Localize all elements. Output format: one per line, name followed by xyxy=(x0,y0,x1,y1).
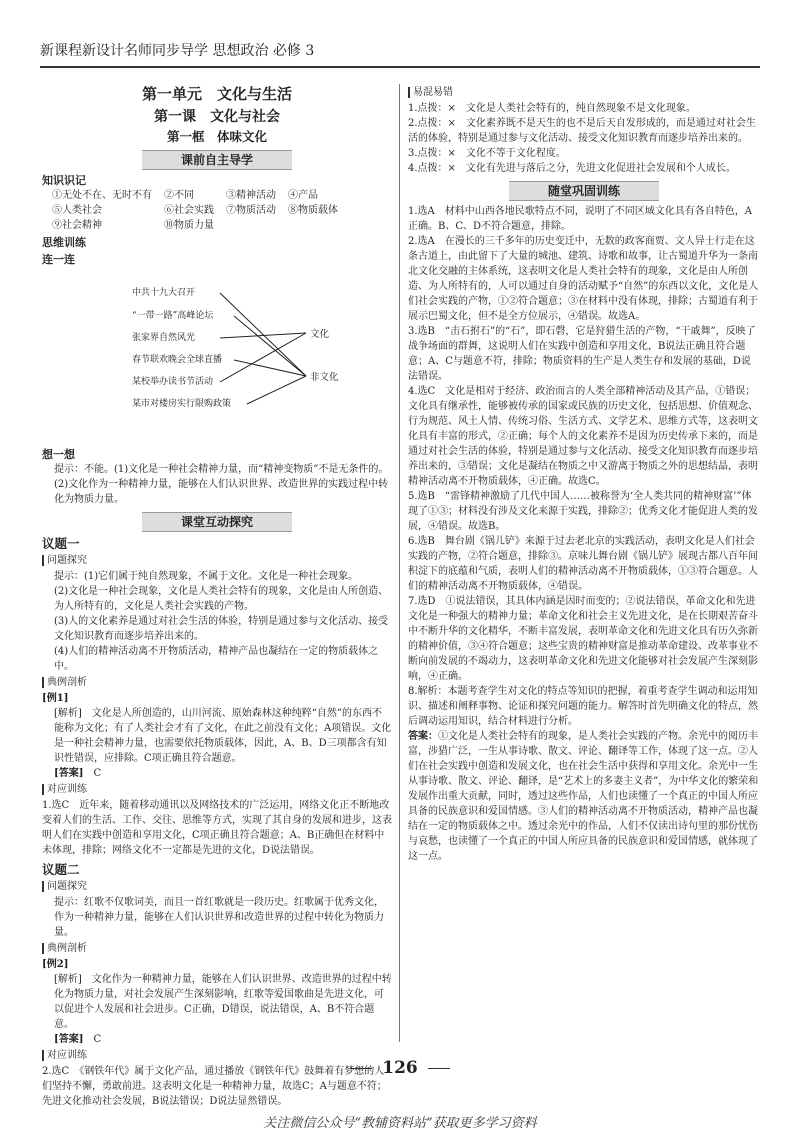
lesson-title: 第一课 文化与社会 xyxy=(154,109,280,125)
confusion-tag xyxy=(408,86,760,100)
answer-value: C xyxy=(93,1034,102,1045)
explore-text: (3)人的文化素养是通过对社会生活的体验，特别是通过参与文化活动、接受文化知识教育而逐步培养出来的。 xyxy=(54,616,389,642)
knowledge-item: ⑨社会精神 xyxy=(52,220,102,231)
matching-item: 张家界自然风光 xyxy=(132,333,196,343)
example-analysis: [解析] 文化作为一种精神力量，能够在人们认识世界、改造世界的过程中转化为物质力量，对社会发展产生深刻影响，红歌等爱国歌曲是先进文化，可以促进个人发展和社会进步。C正确，D错误，说法错误，A、B不符合题意。 xyxy=(54,974,392,1030)
tag-label: 对应训练 xyxy=(42,1050,87,1061)
example-answer xyxy=(42,766,392,781)
example-title: [例2] xyxy=(42,959,69,970)
explore-text: 提示：(1)它们属于纯自然现象，不属于文化。文化是一种社会现象。 xyxy=(54,571,359,582)
match-line xyxy=(247,376,306,404)
practice-text: 2.选C 《钢铁年代》属于文化产品，通过播放《钢铁年代》鼓舞着有梦想的人们坚持不懈，勇敢前进。这表明文化是一种精神力量，故选C；A与题意不符；先进文化推动社会发展，B说法错误；D说法显然错误。 xyxy=(42,1066,387,1107)
explore-text: 提示：红歌不仅歌词美，而且一首红歌就是一段历史。红歌属于优秀文化，作为一种精神力量，能够在人们认识世界和改造世界的过程中转化为物质力量。 xyxy=(54,897,384,938)
topic-two-heading: 议题二 xyxy=(42,862,80,877)
final-answer xyxy=(408,729,760,864)
knowledge-item: ⑤人类社会 xyxy=(52,205,102,216)
confusion-item: 3.点拨：× 文化不等于文化程度。 xyxy=(408,148,566,159)
page-header xyxy=(40,40,760,68)
example-analysis-tag xyxy=(42,676,392,690)
think-heading: 想一想 xyxy=(42,448,75,461)
tag-label: 典例剖析 xyxy=(42,943,87,954)
dash-right xyxy=(428,1068,450,1069)
example-analysis-tag xyxy=(42,942,392,956)
page-number: 126 xyxy=(382,1058,418,1078)
example-analysis: [解析] 文化是人所创造的，山川河流、原始森林这种纯粹“自然”的东西不能称为文化；有了人类社会才有了文化，在此之前没有文化；A项错误。文化是一种社会精神力量，也需要依托物质载体，因此，A、B、D三项都含有知识性错误，应排除。C项正确且符合题意。 xyxy=(54,708,392,764)
topic-one-heading: 议题一 xyxy=(42,536,80,551)
answer-label: [答案] xyxy=(54,768,84,779)
knowledge-item: ⑩物质力量 xyxy=(164,220,214,231)
think-text: 提示：不能。(1)文化是一种社会精神力量，而“精神变物质”不是无条件的。 xyxy=(54,464,389,475)
frame-title: 第一框 体味文化 xyxy=(166,129,267,144)
matching-item: 春节联欢晚会全球直播 xyxy=(132,355,223,365)
confusion-item: 4.点拨：× 文化有先进与落后之分，先进文化促进社会发展和个人成长。 xyxy=(408,163,736,174)
exercise-answer: 5.选B “雷锋精神激励了几代中国人……被称誉为‘全人类共同的精神财富’”体现了①③；材料没有涉及文化来源于实践，排除②；优秀文化才能促进人类的发展，④错误。故选B。 xyxy=(408,491,758,532)
tag-label: 问题探究 xyxy=(42,881,87,892)
right-column xyxy=(408,84,760,1052)
tag-label: 易混易错 xyxy=(408,87,453,98)
knowledge-item: ⑧物质载体 xyxy=(288,205,338,216)
practice-text: 1.选C 近年来，随着移动通讯以及网络技术的广泛运用，网络文化正不断地改变着人们的生活、工作、交往、思维等方式，实现了其自身的发展和进步，这表明人们在实践中创造和享用文化，C项正确且符合题意；A、B正确但在材料中未体现，排除；网络文化不一定都是先进的文化，D说法错误。 xyxy=(42,800,392,856)
question-explore-tag xyxy=(42,554,392,568)
exercise-answer: 3.选B “击石拊石”的“石”，即石磬，它是狩猎生活的产物，“干戚舞”，反映了战争场面的群舞，这说明人们在实践中创造和享用文化，B说法正确且符合题意；A、C与题意不符，排除；物质资料的生产是人类生存和发展的基础，D说法错误。 xyxy=(408,326,756,382)
exercise-answer: 6.选B 舞台剧《锅儿铲》来源于过去老北京的实践活动，表明文化是人们社会实践的产物，②符合题意，排除③。京味儿舞台剧《锅儿铲》展现古都八百年间积淀下的底蕴和气质，表明人们的精神活动离不开物质载体，①③符合题意。人们的精神活动离不开物质载体，④错误。 xyxy=(408,536,758,592)
section-banner-class: 课堂互动探究 xyxy=(142,512,292,532)
knowledge-item: ③精神活动 xyxy=(226,190,276,201)
matching-diagram xyxy=(42,271,392,443)
section-banner-preview: 课前自主导学 xyxy=(142,150,292,170)
answer-value: C xyxy=(93,768,102,779)
match-line xyxy=(220,293,306,376)
matching-item: 中共十九大召开 xyxy=(132,288,196,298)
matching-heading: 连一连 xyxy=(42,253,75,266)
explore-text: (4)人们的精神活动离不开物质活动，精神产品也凝结在一定的物质载体之中。 xyxy=(54,646,379,672)
confusion-item: 2.点拨：× 文化素养既不是天生的也不是后天自发形成的，而是通过对社会生活的体验，特别是通过参与文化活动、接受文化知识教育而逐步培养出来的。 xyxy=(408,118,756,144)
tag-label: 问题探究 xyxy=(42,555,87,566)
example-answer xyxy=(42,1032,392,1047)
question-explore-tag xyxy=(42,880,392,894)
think-text: (2)文化作为一种精神力量，能够在人们认识世界、改造世界的实践过程中转化为物质力量。 xyxy=(54,479,389,505)
exercise-answer: 1.选A 材料中山西各地民歌特点不同，说明了不同区域文化具有各自特色，A正确。B、C、D不符合题意，排除。 xyxy=(408,206,752,232)
exercise-answer: 2.选A 在漫长的三千多年的历史变迁中，无数的政客商贾、文人异士行走在这条古道上，由此留下了大量的城池、建筑、诗歌和故事，让古蜀道升华为一条南北文化交融的主体系统，这表明文化是人类社会特有的现象，文化是由人所创造、为人所特有的，人可以通过自身的活动赋予“自然”的东西以文化，文化是人们社会实践的产物，①②符合题意；③在材料中没有体现，排除；古蜀道有利于展示巴蜀文化，但不是全方位展示，④错误。故选A。 xyxy=(408,236,759,322)
matching-item: 某市对楼房实行限购政策 xyxy=(132,399,232,409)
exercise-answer: 8.解析：本题考查学生对文化的特点等知识的把握，着重考查学生调动和运用知识、描述和阐释事物、论证和探究问题的能力。解答时首先明确文化的特点，然后调动运用知识，结合材料进行分析。 xyxy=(408,686,758,727)
tag-label: 典例剖析 xyxy=(42,677,87,688)
exercise-answer: 4.选C 文化是相对于经济、政治而言的人类全部精神活动及其产品，①错误；文化具有继承性，能够被传承的国家或民族的历史文化，包括思想、价值观念、行为规范、风土人情、传统习俗、生活方式、文学艺术、思维方式等，这表明文化具有丰富的形式，②正确；每个人的文化素养不是因为历史传承下来的，而是通过对社会生活的体验，特别是通过参与文化活动、接受文化知识教育而逐步培养出来的，③错误；文化是凝结在物质之中又游离于物质之外的思想结晶，表明精神活动离不开物质载体，④正确。故选C。 xyxy=(408,386,758,487)
left-column xyxy=(42,84,392,1107)
column-divider xyxy=(399,84,400,1042)
confusion-item: 1.点拨：× 文化是人类社会特有的，纯自然现象不是文化现象。 xyxy=(408,103,696,114)
matching-target-culture: 文化 xyxy=(310,329,330,340)
section-banner-consolidate: 随堂巩固训练 xyxy=(509,181,659,201)
knowledge-item: ⑥社会实践 xyxy=(164,205,214,216)
thinking-heading: 思维训练 xyxy=(42,236,86,249)
page-number-row xyxy=(0,1058,800,1078)
knowledge-answers xyxy=(42,188,342,233)
knowledge-item: ①无处不在、无时不有 xyxy=(52,190,152,201)
answer-label: 答案： xyxy=(408,731,438,742)
knowledge-heading: 知识识记 xyxy=(42,174,86,187)
explore-text: (2)文化是一种社会现象，文化是人类社会特有的现象，文化是由人所创造、为人所特有的，文化是人类社会实践的产物。 xyxy=(54,586,389,612)
matching-item: “一带一路”高峰论坛 xyxy=(132,311,214,321)
answer-label: [答案] xyxy=(54,1034,84,1045)
dash-left xyxy=(350,1068,372,1069)
match-line xyxy=(234,316,306,376)
matching-item: 某校举办读书节活动 xyxy=(132,377,214,387)
footer-note: 关注微信公众号“教辅资料站”获取更多学习资料 xyxy=(263,1116,537,1131)
example-title: [例1] xyxy=(42,693,69,704)
knowledge-item: ⑦物质活动 xyxy=(226,205,276,216)
matching-target-nonculture: 非文化 xyxy=(310,372,339,383)
answer-value: ①文化是人类社会特有的现象，是人类社会实践的产物。余光中的阅历丰富，涉猎广泛，一生从事诗歌、散文、评论、翻译等工作，体现了这一点。②人们在社会实践中创造和发展文化，也在社会生活中获得和享用文化。余光中一生从事诗歌、散文、评论、翻译，是“艺术上的多妻主义者”，为中华文化的繁荣和发展作出重大贡献，同时，透过这些作品，人们也读懂了一个真正的中国人所应具备的民族意识和爱国情感。③人们的精神活动离不开物质活动，精神产品也凝结在一定的物质载体之中。透过余光中的作品，人们不仅读出诗句里的那份忧伤与哀愁，也读懂了一个真正的中国人所应具备的民族意识和爱国情感，就体现了这一点。 xyxy=(408,731,759,862)
exercise-answer: 7.选D ①说法错误，其具体内涵是因时而变的；②说法错误，革命文化和先进文化是一种强大的精神力量；革命文化和社会主义先进文化，是在长期艰苦奋斗中不断升华的文化精华，不断丰富发展，表明革命文化和先进文化具有历久弥新的精神价值，③④符合题意；这些宝贵的精神财富是推动革命建设、改革事业不断向前发展的不竭动力，这表明革命文化和先进文化能够对社会发展产生深刻影响，④正确。 xyxy=(408,596,758,682)
practice-tag xyxy=(42,783,392,797)
match-line xyxy=(220,333,306,338)
knowledge-item: ②不同 xyxy=(164,190,194,201)
tag-label: 对应训练 xyxy=(42,784,87,795)
knowledge-item: ④产品 xyxy=(288,190,318,201)
unit-title: 第一单元 文化与生活 xyxy=(141,85,292,103)
header-title: 新课程新设计名师同步导学 思想政治 必修 3 xyxy=(40,43,315,59)
